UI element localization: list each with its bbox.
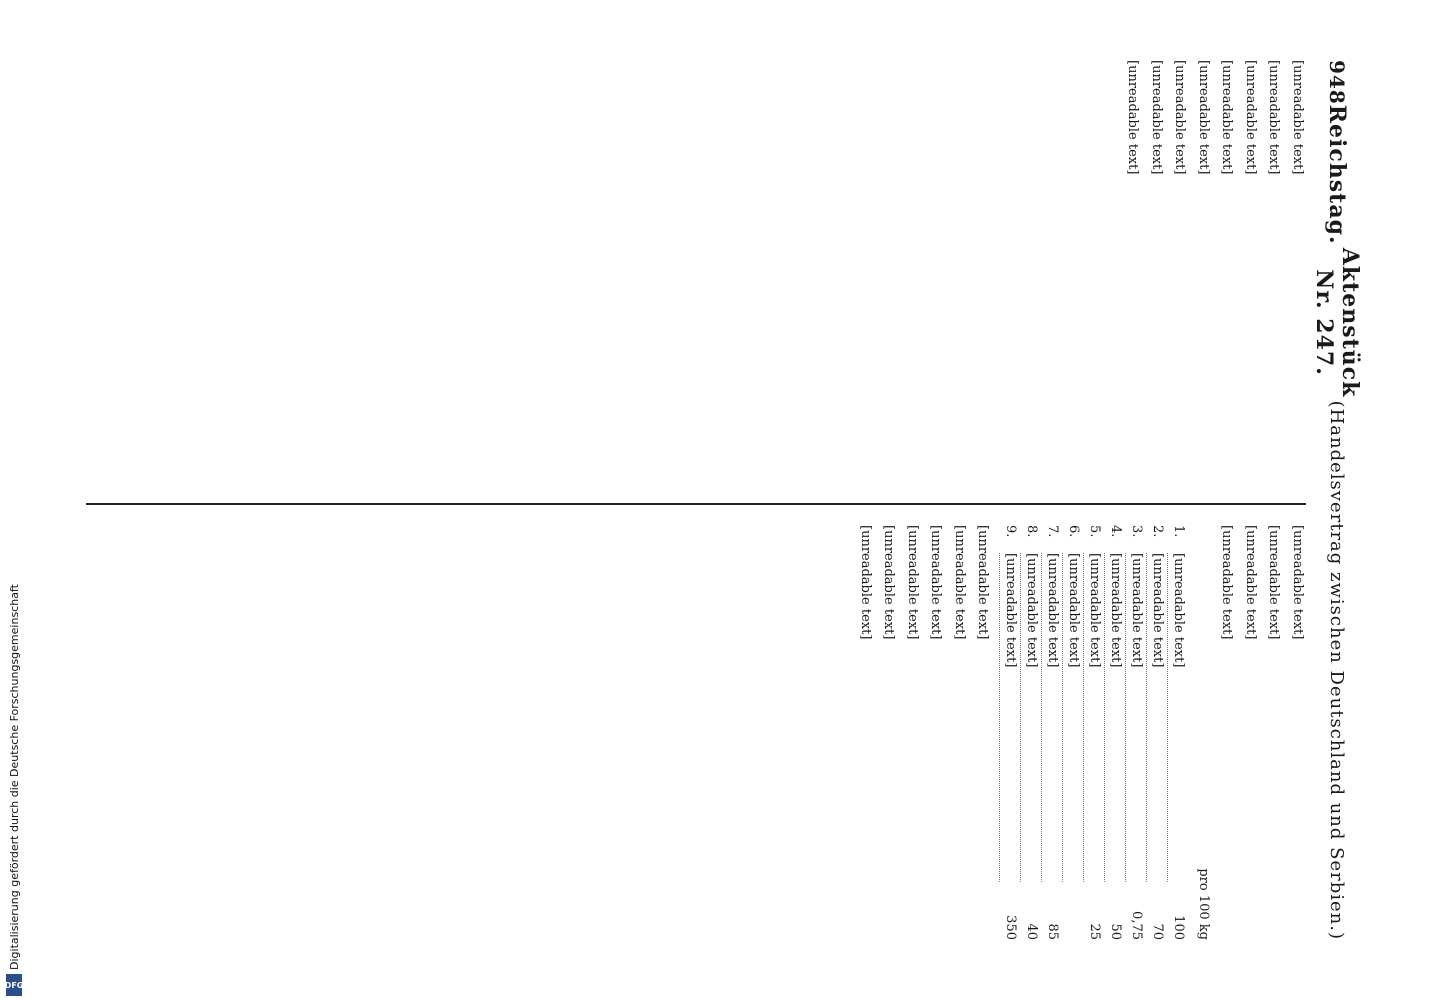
paragraph: [unreadable text] [881, 525, 897, 640]
item-label: [unreadable text] [1000, 553, 1021, 882]
item-value: 100 [1171, 915, 1187, 940]
item-value: 40 [1024, 923, 1040, 940]
paragraph: [unreadable text] [1290, 60, 1305, 175]
item-label: [unreadable text] [1063, 553, 1084, 882]
paragraph: [unreadable text] [928, 525, 944, 640]
right-column [86, 503, 1306, 940]
item-number: 1. [1171, 525, 1187, 538]
item-value: 50 [1108, 923, 1124, 940]
paragraph: [unreadable text] [1219, 525, 1235, 640]
list-item [1168, 525, 1189, 940]
item-value: 350 [1003, 915, 1019, 940]
list-item [1063, 525, 1084, 940]
item-label: [unreadable text] [1084, 553, 1105, 882]
item-number: 6. [1066, 525, 1082, 538]
list-item [1105, 525, 1126, 940]
dfg-logo: DFG [6, 974, 22, 996]
item-value: 25 [1087, 923, 1103, 940]
page-header [1311, 60, 1363, 940]
digitization-credit: Digitalisierung gefördert durch die Deutsche Forschungsgemeinschaft [8, 584, 21, 970]
item-number: 3. [1129, 525, 1145, 538]
item-value: 0,75 [1129, 911, 1145, 940]
paragraph: [unreadable text] [975, 525, 991, 640]
item-number: 7. [1045, 525, 1061, 538]
item-value: 85 [1045, 923, 1061, 940]
paragraph: [unreadable text] [1172, 60, 1188, 175]
paragraph: [unreadable text] [1266, 60, 1282, 175]
columns [86, 60, 1306, 940]
item-value [1063, 890, 1084, 940]
list-item [1147, 525, 1168, 940]
item-label: [unreadable text] [1021, 553, 1042, 882]
page-subheading: (Handelsvertrag zwischen Deutschland und Serbien.) [1326, 400, 1348, 940]
item-number: 2. [1150, 525, 1166, 538]
paragraph: [unreadable text] [1219, 60, 1235, 175]
page-number: 948 [1325, 60, 1349, 105]
paragraph: [unreadable text] [1196, 60, 1211, 175]
list-item [1042, 525, 1063, 940]
item-label: [unreadable text] [1042, 553, 1063, 882]
paragraph: [unreadable text] [858, 525, 873, 640]
paragraph: [unreadable text] [1243, 525, 1258, 640]
digitization-credit-strip [0, 0, 28, 1000]
paragraph: [unreadable text] [1243, 60, 1258, 175]
item-value: 70 [1150, 923, 1166, 940]
paragraph: [unreadable text] [952, 525, 967, 640]
paragraph: [unreadable text] [1290, 525, 1305, 640]
item-label: [unreadable text] [1147, 553, 1168, 882]
paragraph: [unreadable text] [1149, 60, 1164, 175]
list-item [1021, 525, 1042, 940]
list-item [1126, 525, 1147, 940]
section-title: Reichstag. [1324, 104, 1350, 245]
list-item [1084, 525, 1105, 940]
tariff-list [1000, 525, 1189, 940]
item-label: [unreadable text] [1126, 553, 1147, 882]
left-column [86, 60, 1306, 475]
paragraph: [unreadable text] [1125, 60, 1141, 175]
item-number: 8. [1024, 525, 1040, 538]
item-number: 9. [1003, 525, 1019, 538]
scanned-page [66, 20, 1366, 980]
unit-label: pro 100 kg [1196, 868, 1211, 940]
item-label: [unreadable text] [1105, 553, 1126, 882]
paragraph: [unreadable text] [905, 525, 920, 640]
item-number: 4. [1108, 525, 1124, 538]
item-number: 5. [1087, 525, 1103, 538]
list-item [1000, 525, 1021, 940]
item-label: [unreadable text] [1168, 553, 1189, 882]
paragraph: [unreadable text] [1266, 525, 1282, 640]
page-heading: Aktenstück Nr. 247. [1311, 247, 1363, 398]
